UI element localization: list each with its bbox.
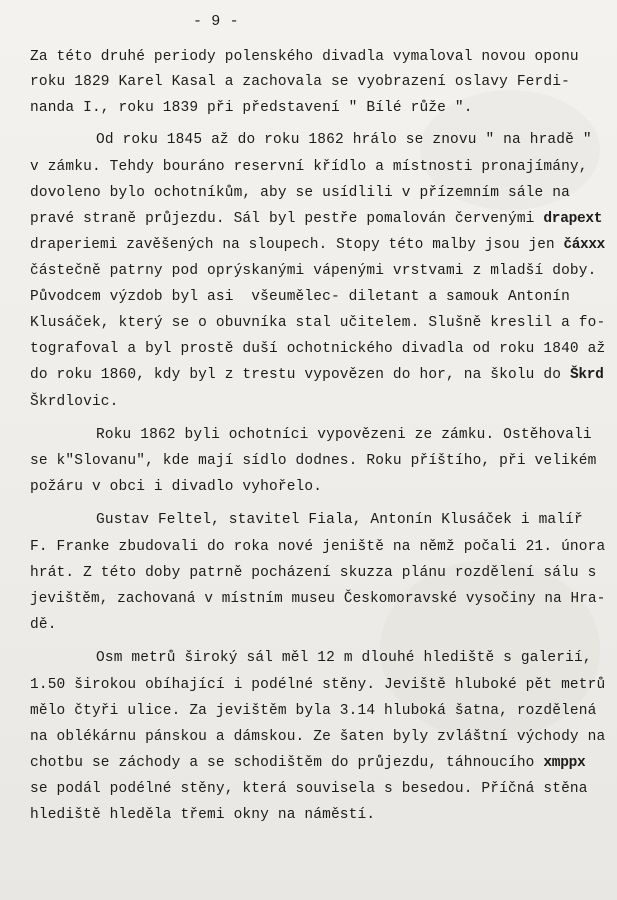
text-line: roku 1829 Karel Kasal a zachovala se vyobrazení oslavy Ferdi- [30,74,570,90]
text-line: pravé straně průjezdu. Sál byl pestře pomalován červenými drapext [30,211,603,227]
text-line: hlediště hleděla třemi okny na náměstí. [30,807,376,823]
text-line: nanda I., roku 1839 při představení " Bílé růže ". [30,100,473,116]
text-line: mělo čtyři ulice. Za jevištěm byla 3.14 hluboká šatna, rozdělená [30,703,597,719]
text-line: na oblékárnu pánskou a dámskou. Ze šaten byly zvláštní východy na [30,729,606,745]
text-line: Škrdlovic. [30,394,119,410]
text-line: chotbu se záchody a se schodištěm do průjezdu, táhnoucího xmppx [30,755,586,771]
text-line: Klusáček, který se o obuvníka stal učitelem. Slušně kreslil a fo- [30,315,606,331]
text-line: Gustav Feltel, stavitel Fiala, Antonín Klusáček i malíř [96,512,583,528]
text-line: tografoval a byl prostě duší ochotnického divadla od roku 1840 až [30,341,606,357]
text-line: Za této druhé periody polenského divadla vymaloval novou oponu [30,49,579,65]
page-number: - 9 - [193,13,239,30]
text-line: Původcem výzdob byl asi všeumělec- diletant a samouk Antonín [30,289,570,305]
text-line: F. Franke zbudovali do roka nové jeniště na němž počali 21. února [30,539,606,555]
text-line: Roku 1862 byli ochotníci vypovězeni ze zámku. Ostěhovali [96,427,592,443]
strikeout-text: xmppx [543,755,586,771]
text-line: se podál podélné stěny, která souvisela s besedou. Příčná stěna [30,781,588,797]
strikeout-text: čáxxx [563,237,605,253]
text-line: do roku 1860, kdy byl z trestu vypovězen do hor, na školu do Škrd [30,367,604,383]
strikeout-text: Škrd [569,367,604,383]
text-line: v zámku. Tehdy bouráno reservní křídlo a místnosti pronajímány, [30,159,588,175]
strikeout-text: drapext [543,211,603,227]
text-line: dovoleno bylo ochotníkům, aby se usídlili v přízemním sále na [30,185,570,201]
text-line: se k"Slovanu", kde mají sídlo dodnes. Roku příštího, při velikém [30,453,597,469]
text-line: hrát. Z této doby patrně pocházení skuzza plánu rozdělení sálu s [30,565,597,581]
text-line: Osm metrů široký sál měl 12 m dlouhé hlediště s galerií, [96,650,592,666]
text-line: Od roku 1845 až do roku 1862 hrálo se znovu " na hradě " [96,132,592,148]
text-line: draperiemi zavěšených na sloupech. Stopy této malby jsou jen čáxxx [30,237,605,253]
text-line: částečně patrny pod oprýskanými vápenými vrstvami z mladší doby. [30,263,597,279]
text-line: jevištěm, zachovaná v místním museu Českomoravské vysočiny na Hra- [30,591,606,607]
text-line: požáru v obci i divadlo vyhořelo. [30,479,323,495]
text-line: dě. [30,617,57,633]
text-line: 1.50 širokou obíhající i podélné stěny. Jeviště hluboké pět metrů [30,677,606,693]
